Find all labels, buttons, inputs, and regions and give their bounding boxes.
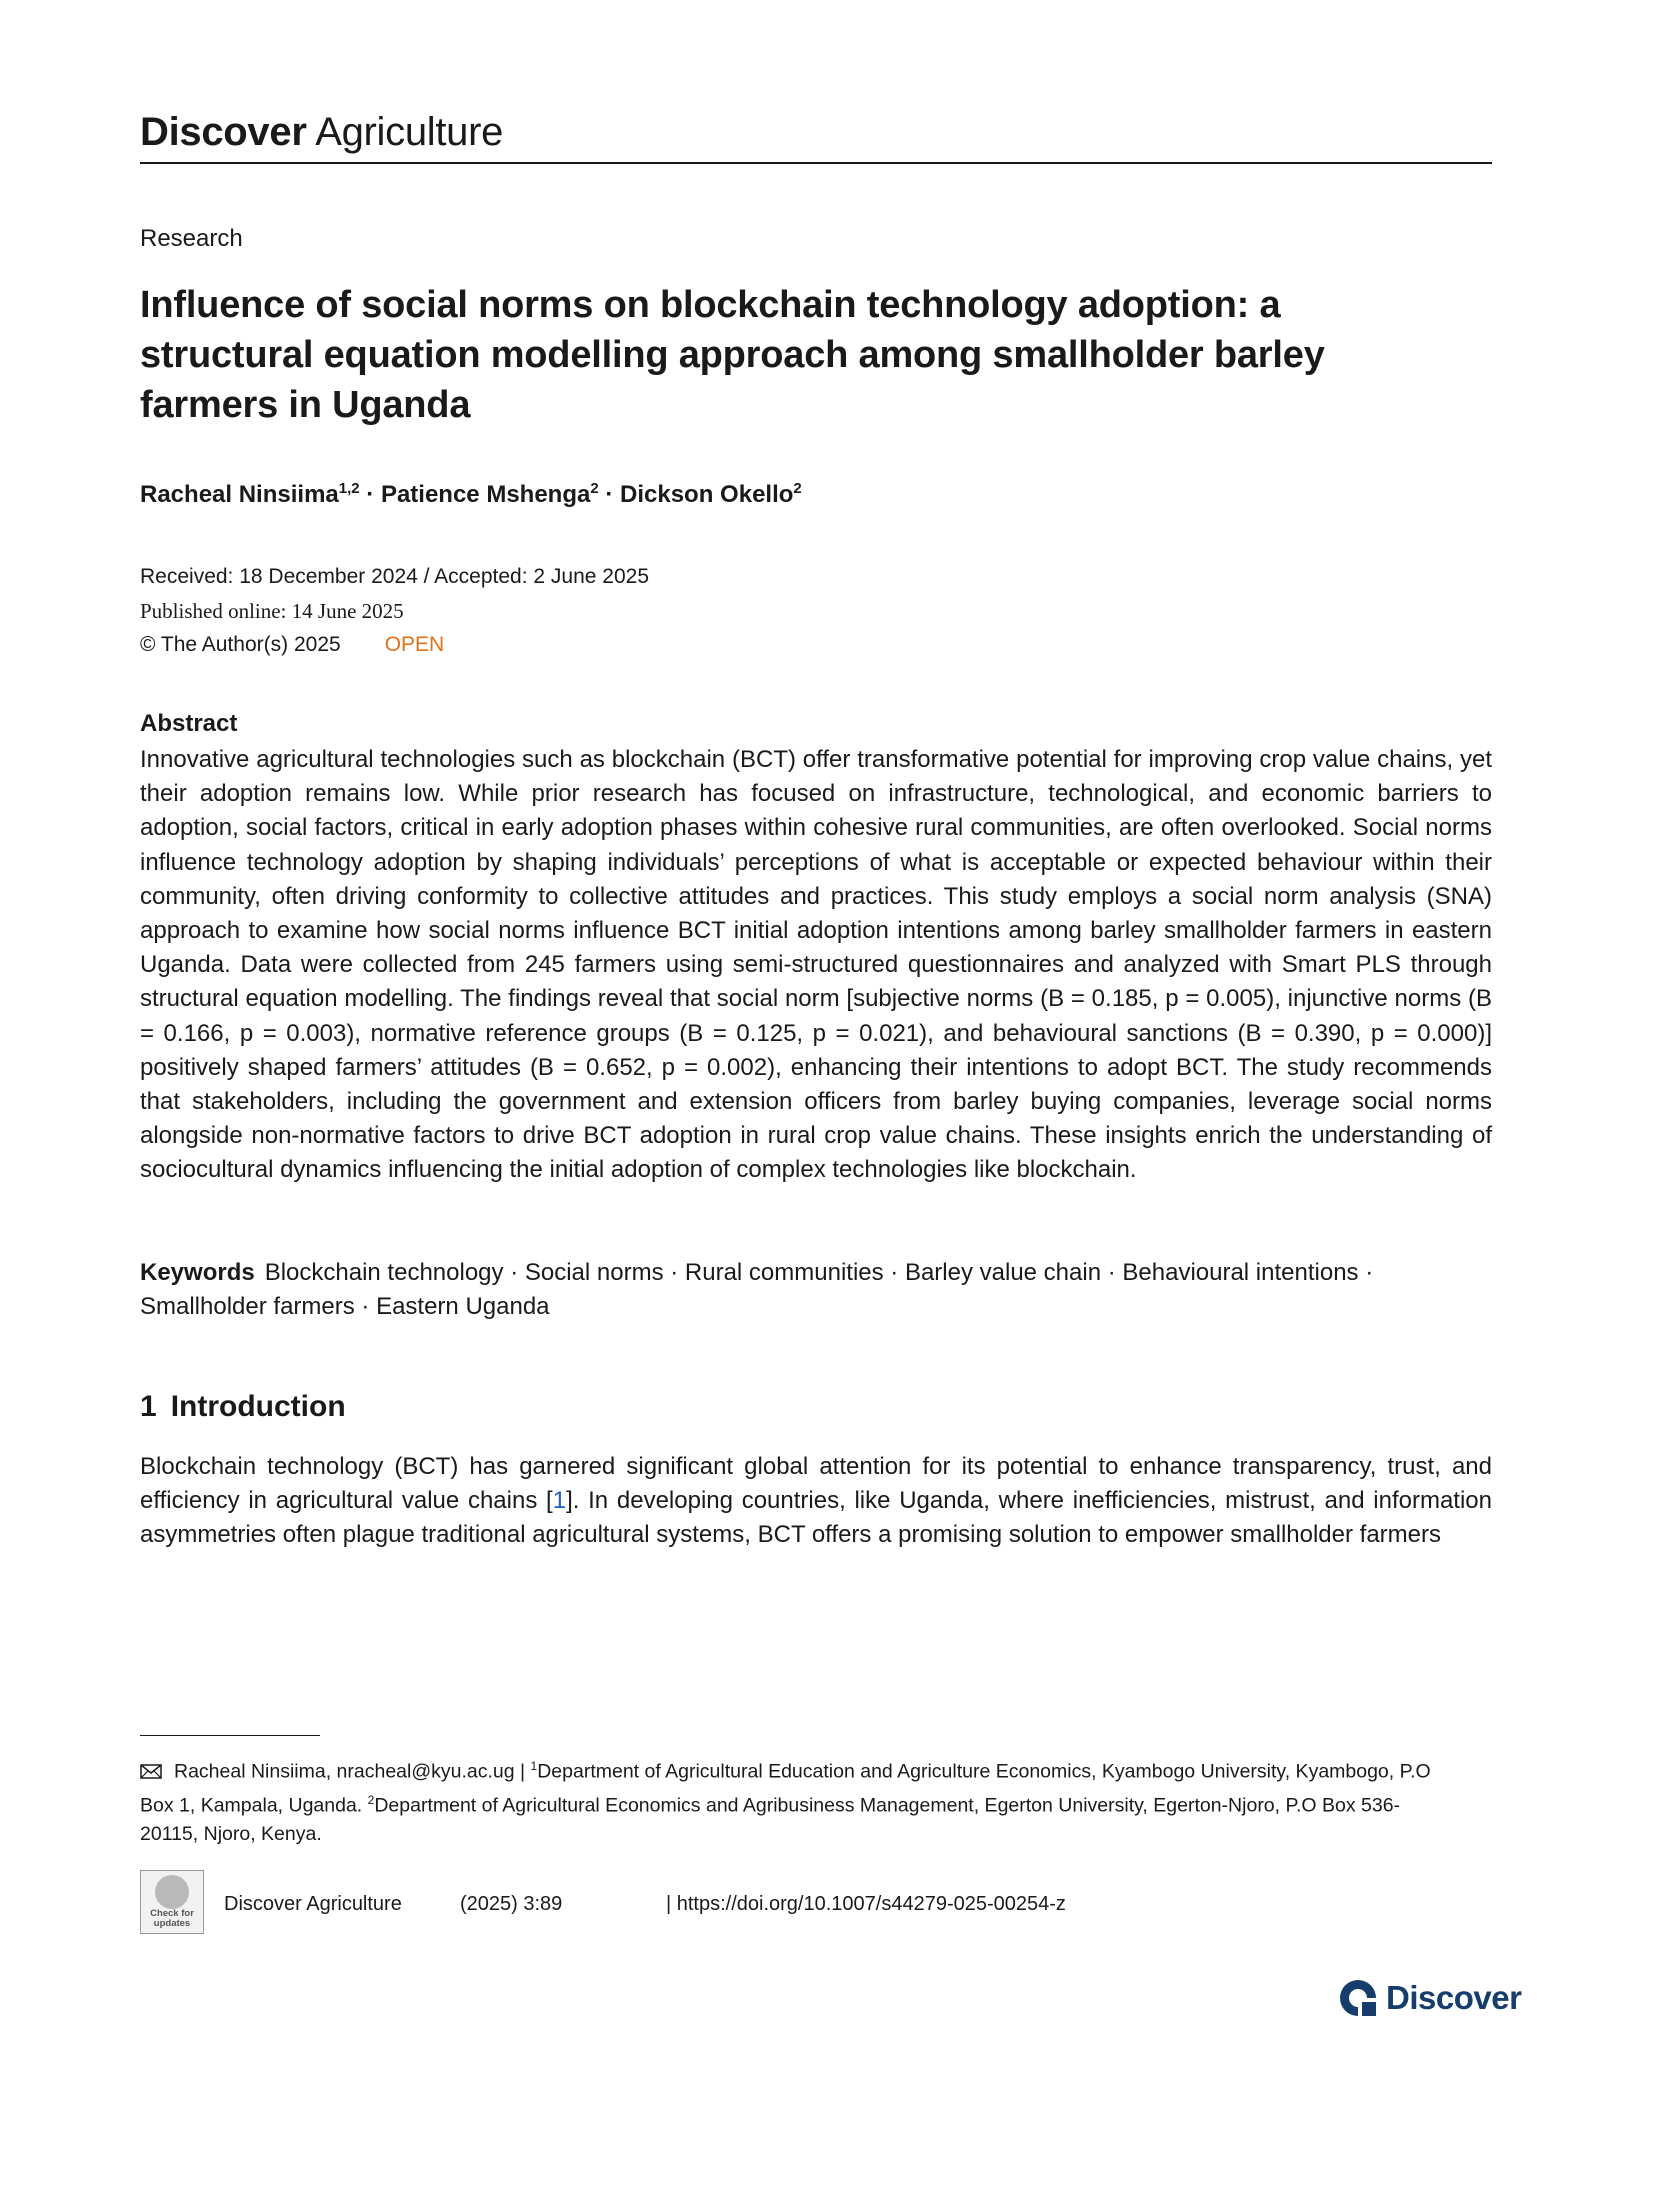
publisher-logo bbox=[1338, 1976, 1521, 2020]
affiliation-2: Department of Agricultural Economics and Agribusiness Management, Egerton University, Egerton-Njoro, P.O Box 536-20115, Njoro, Kenya. bbox=[140, 1794, 1401, 1845]
article-title: Influence of social norms on blockchain technology adoption: a structural equation modelling approach among smallholder barley farmers in Uganda bbox=[140, 284, 1325, 426]
abstract-heading: Abstract bbox=[140, 710, 238, 737]
check-updates-icon bbox=[155, 1875, 189, 1909]
article-type: Research bbox=[140, 225, 243, 252]
journal-header bbox=[140, 110, 503, 155]
section-title: Introduction bbox=[170, 1390, 346, 1423]
journal-name-bold: Discover bbox=[140, 110, 307, 154]
affiliations-footnote bbox=[140, 1752, 1440, 1849]
author-affiliation: 2 bbox=[793, 480, 802, 497]
article-dates bbox=[140, 560, 649, 662]
author-affiliation: 1,2 bbox=[338, 480, 360, 497]
journal-name-light: Agriculture bbox=[315, 110, 504, 154]
envelope-icon bbox=[140, 1764, 162, 1779]
section-heading-introduction bbox=[140, 1390, 346, 1424]
section-number: 1 bbox=[140, 1390, 157, 1423]
author-name[interactable]: Dickson Okello bbox=[620, 481, 794, 508]
keywords-label: Keywords bbox=[140, 1259, 255, 1286]
footer-volume: (2025) 3:89 bbox=[460, 1893, 563, 1915]
published-date: Published online: 14 June 2025 bbox=[140, 599, 404, 623]
intro-text-part: ]. In developing countries, like Uganda, where inefficiencies, mistrust, and information asymmetries often plague traditional agricultural systems, BCT offers a promising solution to empower smallholder farmers bbox=[140, 1487, 1492, 1549]
doi-link[interactable]: | https://doi.org/10.1007/s44279-025-00254-z bbox=[666, 1893, 1066, 1915]
citation-link[interactable]: 1 bbox=[552, 1487, 567, 1515]
check-updates-label: Check for updates bbox=[150, 1908, 194, 1929]
intro-text-part: Blockchain technology (BCT) has garnered significant global attention for its potential to enhance transparency, trust, and efficiency in agricultural value chains [ bbox=[140, 1453, 1492, 1515]
keywords-text: Blockchain technology · Social norms · Rural communities · Barley value chain · Behavioural intentions · Smallholder farmers · Eastern Uganda bbox=[140, 1259, 1374, 1320]
keywords-block bbox=[140, 1256, 1492, 1324]
author-affiliation: 2 bbox=[590, 480, 599, 497]
copyright-line bbox=[140, 628, 649, 662]
footer-journal-name: Discover Agriculture bbox=[224, 1893, 402, 1915]
footnote-divider bbox=[140, 1735, 320, 1736]
publisher-logo-text: Discover bbox=[1386, 1979, 1522, 2016]
author-name[interactable]: Racheal Ninsiima bbox=[140, 481, 339, 508]
affiliation-number: 1 bbox=[530, 1759, 538, 1773]
introduction-text bbox=[140, 1450, 1492, 1553]
discover-logo-icon bbox=[1338, 1978, 1378, 2018]
author-name[interactable]: Patience Mshenga bbox=[380, 481, 591, 508]
check-for-updates-badge[interactable] bbox=[140, 1870, 204, 1934]
header-divider bbox=[140, 162, 1492, 164]
author-separator: · bbox=[359, 481, 381, 508]
author-separator: · bbox=[598, 481, 621, 508]
abstract-text: Innovative agricultural technologies such as blockchain (BCT) offer transformative potential for improving crop value chains, yet their adoption remains low. While prior research has focused on infrastructure, technological, and economic barriers to adoption, social factors, critical in early adoption phases within cohesive rural communities, are often overlooked. Social norms influence technology adoption by shaping individuals’ perceptions of what is acceptable or expected behaviour within their community, often driving conformity to collective attitudes and practices. This study employs a social norm analysis (SNA) approach to examine how social norms influence BCT initial adoption intentions among barley smallholder farmers in eastern Uganda. Data were collected from 245 farmers using semi-structured questionnaires and analyzed with Smart PLS through structural equation modelling. The findings reveal that social norm [subjective norms (B = 0.185, p = 0.005), injunctive norms (B = 0.166, p = 0.003), normative reference groups (B = 0.125, p = 0.021), and behavioural sanctions (B = 0.390, p = 0.000)] positively shaped farmers’ attitudes (B = 0.652, p = 0.002), enhancing their intentions to adopt BCT. The study recommends that stakeholders, including the government and extension officers from barley buying companies, leverage social norms alongside non-normative factors to drive BCT adoption in rural crop value chains. These insights enrich the understanding of sociocultural dynamics influencing the initial adoption of complex technologies like blockchain. bbox=[140, 746, 1492, 1184]
author-list bbox=[140, 480, 802, 509]
affiliation-1: Department of Agricultural Education and Agriculture Economics, Kyambogo University, Kyambogo, P.O Box 1, Kampala, Uganda. bbox=[140, 1760, 1431, 1817]
received-accepted-date: Received: 18 December 2024 / Accepted: 2 June 2025 bbox=[140, 565, 650, 588]
corresponding-author[interactable]: Racheal Ninsiima, nracheal@kyu.ac.ug | bbox=[174, 1760, 531, 1783]
copyright-text: © The Author(s) 2025 bbox=[140, 633, 341, 656]
open-access-badge[interactable]: OPEN bbox=[384, 633, 445, 656]
affiliation-number: 2 bbox=[367, 1793, 375, 1807]
